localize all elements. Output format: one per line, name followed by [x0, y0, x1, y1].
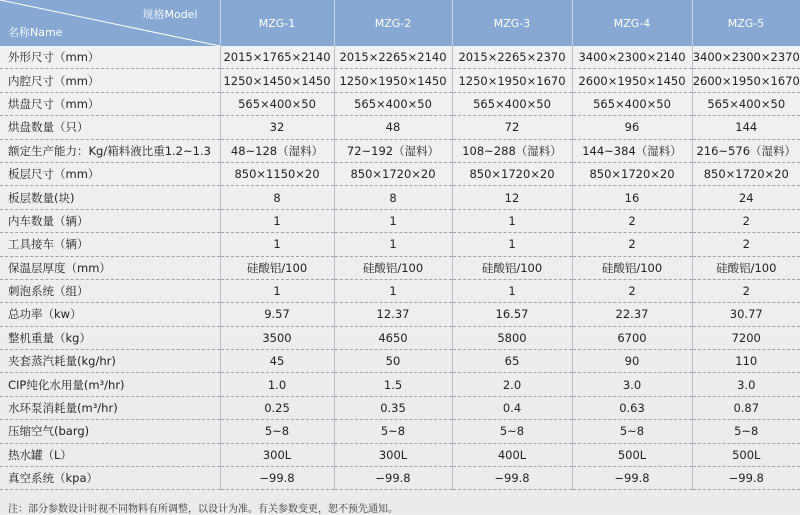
cell-mzg-3: 硅酸铝/100	[452, 256, 572, 279]
cell-mzg-5: 2	[692, 209, 800, 232]
cell-mzg-4: 90	[572, 350, 692, 373]
cell-mzg-1: 8	[220, 186, 334, 209]
cell-mzg-3: 5~8	[452, 420, 572, 443]
cell-mzg-1: 300L	[220, 443, 334, 466]
cell-mzg-5: 2600×1950×1670	[692, 69, 800, 92]
row-label: 内腔尺寸（mm）	[0, 69, 220, 92]
cell-mzg-4: 850×1720×20	[572, 162, 692, 185]
cell-mzg-3: 65	[452, 350, 572, 373]
row-label: 夹套蒸汽耗量(kg/hr)	[0, 350, 220, 373]
table-row	[0, 373, 800, 396]
cell-mzg-3: 5800	[452, 326, 572, 349]
row-label: 板层数量(块)	[0, 186, 220, 209]
cell-mzg-5: 0.87	[692, 396, 800, 419]
cell-mzg-2: 72~192（湿料）	[334, 139, 452, 162]
cell-mzg-4: 2	[572, 279, 692, 302]
cell-mzg-1: 48~128（湿料）	[220, 139, 334, 162]
table-row	[0, 69, 800, 92]
cell-mzg-3: −99.8	[452, 467, 572, 490]
cell-mzg-3: 16.57	[452, 303, 572, 326]
cell-mzg-5: 2	[692, 233, 800, 256]
cell-mzg-2: 4650	[334, 326, 452, 349]
cell-mzg-3: 565×400×50	[452, 92, 572, 115]
cell-mzg-5: 144	[692, 116, 800, 139]
cell-mzg-1: 565×400×50	[220, 92, 334, 115]
table-row	[0, 256, 800, 279]
cell-mzg-4: 5~8	[572, 420, 692, 443]
row-label: 总功率（kw）	[0, 303, 220, 326]
row-label: 烘盘尺寸（mm）	[0, 92, 220, 115]
table-row	[0, 420, 800, 443]
cell-mzg-1: −99.8	[220, 467, 334, 490]
cell-mzg-5: 硅酸铝/100	[692, 256, 800, 279]
cell-mzg-1: 3500	[220, 326, 334, 349]
model-header-2: MZG-2	[334, 0, 452, 46]
cell-mzg-4: −99.8	[572, 467, 692, 490]
table-row	[0, 443, 800, 466]
row-label: 真空系统（kpa）	[0, 467, 220, 490]
corner-name-label: 名称Name	[8, 26, 63, 39]
table-row	[0, 186, 800, 209]
cell-mzg-2: 0.35	[334, 396, 452, 419]
cell-mzg-4: 2	[572, 233, 692, 256]
cell-mzg-3: 2015×2265×2370	[452, 46, 572, 69]
table-row	[0, 233, 800, 256]
cell-mzg-4: 16	[572, 186, 692, 209]
cell-mzg-1: 5~8	[220, 420, 334, 443]
row-label: 内车数量（辆）	[0, 209, 220, 232]
table-row	[0, 116, 800, 139]
table-row	[0, 396, 800, 419]
model-header-3: MZG-3	[452, 0, 572, 46]
cell-mzg-1: 硅酸铝/100	[220, 256, 334, 279]
cell-mzg-5: 5~8	[692, 420, 800, 443]
cell-mzg-1: 2015×1765×2140	[220, 46, 334, 69]
table-row	[0, 279, 800, 302]
row-label: CIP纯化水用量(m³/hr)	[0, 373, 220, 396]
cell-mzg-1: 1	[220, 233, 334, 256]
cell-mzg-5: 110	[692, 350, 800, 373]
cell-mzg-4: 144~384（湿料）	[572, 139, 692, 162]
header-row	[0, 0, 800, 46]
cell-mzg-3: 12	[452, 186, 572, 209]
cell-mzg-1: 1	[220, 279, 334, 302]
cell-mzg-4: 22.37	[572, 303, 692, 326]
row-label: 板层尺寸（mm）	[0, 162, 220, 185]
cell-mzg-5: 2	[692, 279, 800, 302]
cell-mzg-3: 400L	[452, 443, 572, 466]
spec-table-body	[0, 46, 800, 490]
cell-mzg-3: 72	[452, 116, 572, 139]
cell-mzg-3: 108~288（湿料）	[452, 139, 572, 162]
table-row	[0, 139, 800, 162]
cell-mzg-1: 850×1150×20	[220, 162, 334, 185]
row-label: 热水罐（L）	[0, 443, 220, 466]
table-row	[0, 46, 800, 69]
cell-mzg-5: 24	[692, 186, 800, 209]
cell-mzg-2: 2015×2265×2140	[334, 46, 452, 69]
cell-mzg-4: 565×400×50	[572, 92, 692, 115]
cell-mzg-3: 1	[452, 279, 572, 302]
cell-mzg-1: 9.57	[220, 303, 334, 326]
cell-mzg-2: 8	[334, 186, 452, 209]
table-row	[0, 303, 800, 326]
cell-mzg-2: 1.5	[334, 373, 452, 396]
cell-mzg-1: 1.0	[220, 373, 334, 396]
model-header-5: MZG-5	[692, 0, 800, 46]
cell-mzg-4: 2600×1950×1450	[572, 69, 692, 92]
cell-mzg-2: 565×400×50	[334, 92, 452, 115]
cell-mzg-2: 1	[334, 279, 452, 302]
cell-mzg-5: 3400×2300×2370	[692, 46, 800, 69]
row-label: 保温层厚度（mm）	[0, 256, 220, 279]
cell-mzg-3: 1	[452, 209, 572, 232]
cell-mzg-3: 1	[452, 233, 572, 256]
cell-mzg-2: 1	[334, 233, 452, 256]
cell-mzg-2: 850×1720×20	[334, 162, 452, 185]
cell-mzg-1: 1	[220, 209, 334, 232]
cell-mzg-2: −99.8	[334, 467, 452, 490]
cell-mzg-5: 30.77	[692, 303, 800, 326]
cell-mzg-2: 5~8	[334, 420, 452, 443]
cell-mzg-3: 2.0	[452, 373, 572, 396]
cell-mzg-4: 3400×2300×2140	[572, 46, 692, 69]
cell-mzg-4: 6700	[572, 326, 692, 349]
table-row	[0, 92, 800, 115]
model-header-4: MZG-4	[572, 0, 692, 46]
cell-mzg-5: 7200	[692, 326, 800, 349]
cell-mzg-5: −99.8	[692, 467, 800, 490]
cell-mzg-2: 300L	[334, 443, 452, 466]
table-row	[0, 326, 800, 349]
row-label: 整机重量（kg）	[0, 326, 220, 349]
cell-mzg-2: 12.37	[334, 303, 452, 326]
cell-mzg-5: 216~576（湿料）	[692, 139, 800, 162]
table-row	[0, 467, 800, 490]
cell-mzg-4: 96	[572, 116, 692, 139]
cell-mzg-2: 48	[334, 116, 452, 139]
corner-model-label: 规格Model	[142, 8, 198, 21]
table-row	[0, 209, 800, 232]
cell-mzg-1: 0.25	[220, 396, 334, 419]
cell-mzg-4: 3.0	[572, 373, 692, 396]
row-label: 额定生产能力：Kg/箱料液比重1.2~1.3	[0, 139, 220, 162]
cell-mzg-4: 0.63	[572, 396, 692, 419]
cell-mzg-3: 0.4	[452, 396, 572, 419]
row-label: 水环泵消耗量(m³/hr)	[0, 396, 220, 419]
cell-mzg-2: 50	[334, 350, 452, 373]
corner-header-cell	[0, 0, 220, 46]
table-row	[0, 162, 800, 185]
cell-mzg-4: 500L	[572, 443, 692, 466]
cell-mzg-5: 565×400×50	[692, 92, 800, 115]
row-label: 外形尺寸（mm）	[0, 46, 220, 69]
footnote: 注：部分参数设计时视不同物料有所调整，以设计为准。有关参数变更，恕不预先通知。	[8, 504, 398, 515]
cell-mzg-1: 45	[220, 350, 334, 373]
cell-mzg-3: 850×1720×20	[452, 162, 572, 185]
cell-mzg-2: 1	[334, 209, 452, 232]
row-label: 烘盘数量（只）	[0, 116, 220, 139]
cell-mzg-4: 2	[572, 209, 692, 232]
cell-mzg-1: 32	[220, 116, 334, 139]
row-label: 刺泡系统（组）	[0, 279, 220, 302]
cell-mzg-5: 500L	[692, 443, 800, 466]
cell-mzg-1: 1250×1450×1450	[220, 69, 334, 92]
model-header-1: MZG-1	[220, 0, 334, 46]
row-label: 工具接车（辆）	[0, 233, 220, 256]
cell-mzg-3: 1250×1950×1670	[452, 69, 572, 92]
cell-mzg-2: 硅酸铝/100	[334, 256, 452, 279]
cell-mzg-5: 3.0	[692, 373, 800, 396]
cell-mzg-5: 850×1720×20	[692, 162, 800, 185]
table-row	[0, 350, 800, 373]
cell-mzg-4: 硅酸铝/100	[572, 256, 692, 279]
cell-mzg-2: 1250×1950×1450	[334, 69, 452, 92]
row-label: 压缩空气(barg)	[0, 420, 220, 443]
